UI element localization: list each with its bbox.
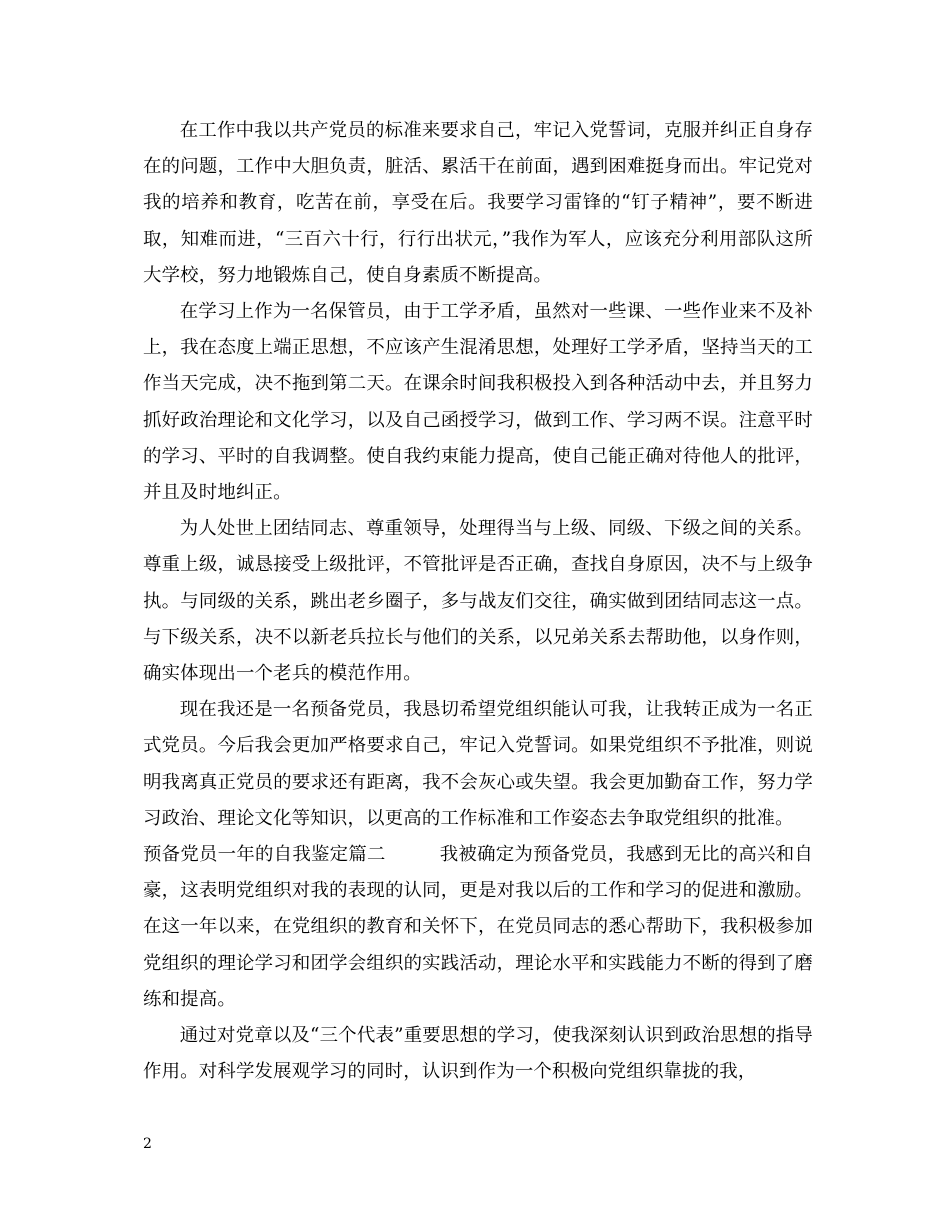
page-number: 2 [143, 1136, 152, 1152]
paragraph-work: 在工作中我以共产党员的标准来要求自己，牢记入党誓词，克服并纠正自身存在的问题，工作中大胆负责，脏活、累活干在前面，遇到困难挺身而出。牢记党对我的培养和教育，吃苦在前，享受在后。我要学习雷锋的“钉子精神”，要不断进取，知难而进，“三百六十行，行行出状元，”我作为军人，应该充分利用部队这所大学校，努力地锻炼自己，使自身素质不断提高。 [143, 120, 813, 286]
document-body [143, 113, 813, 1090]
section-two-paragraph [143, 837, 813, 1018]
section-two-text: 我被确定为预备党员，我感到无比的高兴和自豪，这表明党组织对我的表现的认同，更是对我以后的工作和学习的促进和激励。在这一年以来，在党组织的教育和关怀下，在党员同志的悉心帮助下，我积极参加党组织的理论学习和团学会组织的实践活动，理论水平和实践能力不断的得到了磨练和提高。 [143, 844, 813, 1010]
paragraph-relations: 为人处世上团结同志、尊重领导，处理得当与上级、同级、下级之间的关系。尊重上级，诚恳接受上级批评，不管批评是否正确，查找自身原因，决不与上级争执。与同级的关系，跳出老乡圈子，多与战友们交往，确实做到团结同志这一点。与下级关系，决不以新老兵拉长与他们的关系，以兄弟关系去帮助他，以身作则，确实体现出一个老兵的模范作用。 [143, 518, 813, 685]
paragraph-party-constitution: 通过对党章以及“三个代表”重要思想的学习，使我深刻认识到政治思想的指导作用。对科学发展观学习的同时，认识到作为一个积极向党组织靠拢的我， [143, 1025, 813, 1083]
section-title: 预备党员一年的自我鉴定篇二 [143, 844, 386, 866]
paragraph-study: 在学习上作为一名保管员，由于工学矛盾，虽然对一些课、一些作业来不及补上，我在态度上端正思想，不应该产生混淆思想，处理好工学矛盾，坚持当天的工作当天完成，决不拖到第二天。在课余时间我积极投入到各种活动中去，并且努力抓好政治理论和文化学习，以及自己函授学习，做到工作、学习两不误。注意平时的学习、平时的自我调整。使自我约束能力提高，使自己能正确对待他人的批评，并且及时地纠正。 [143, 301, 813, 504]
paragraph-probation: 现在我还是一名预备党员，我恳切希望党组织能认可我，让我转正成为一名正式党员。今后我会更加严格要求自己，牢记入党誓词。如果党组织不予批准，则说明我离真正党员的要求还有距离，我不会灰心或失望。我会更加勤奋工作，努力学习政治、理论文化等知识，以更高的工作标准和工作姿态去争取党组织的批准。 [143, 699, 813, 829]
